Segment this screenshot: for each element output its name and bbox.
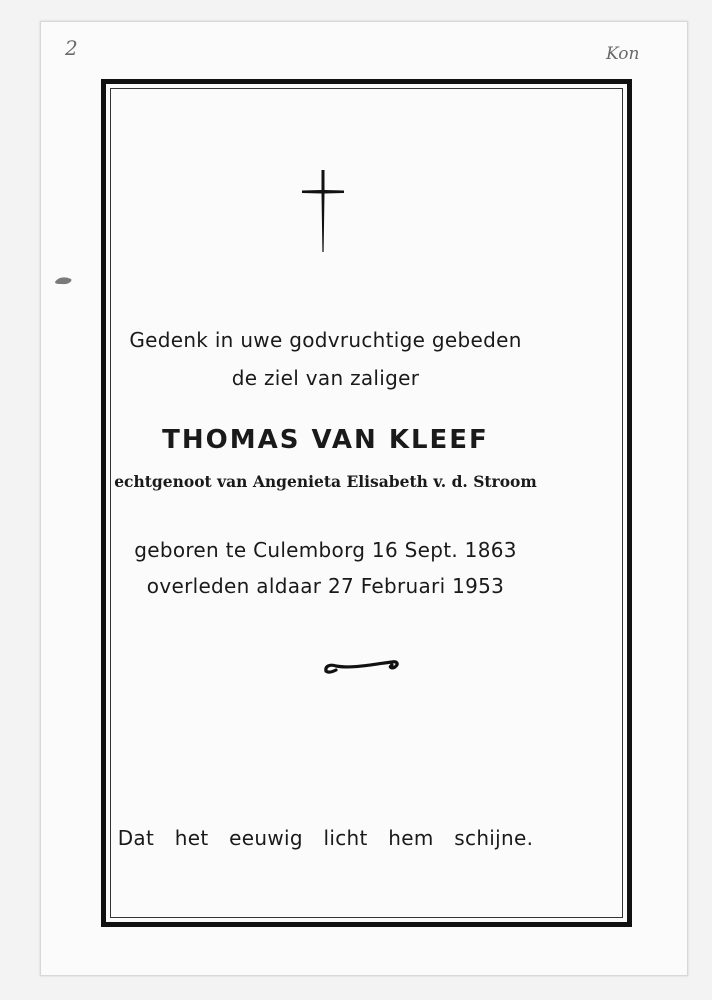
mourning-border [101, 79, 632, 927]
prayer-intro-line-2: de ziel van zaliger [231, 366, 420, 390]
deceased-name: THOMAS VAN KLEEF [162, 425, 489, 455]
smudge-mark [53, 274, 75, 286]
closing-prayer: Dat het eeuwig licht hem schijne. [117, 826, 534, 850]
spouse-line: echtgenoot van Angenieta Elisabeth v. d. Stroom [114, 472, 537, 491]
prayer-intro-line: Gedenk in uwe godvruchtige gebeden [129, 328, 522, 352]
birth-line: geboren te Culemborg 16 Sept. 1863 [134, 538, 517, 562]
mourning-border-inner [110, 88, 623, 918]
pencil-note-initials: Kon [606, 44, 640, 64]
pencil-note-number: 2 [65, 36, 78, 60]
death-line: overleden aldaar 27 Februari 1953 [146, 574, 505, 598]
cross-icon [300, 168, 346, 254]
swash-ornament-icon [322, 656, 400, 676]
